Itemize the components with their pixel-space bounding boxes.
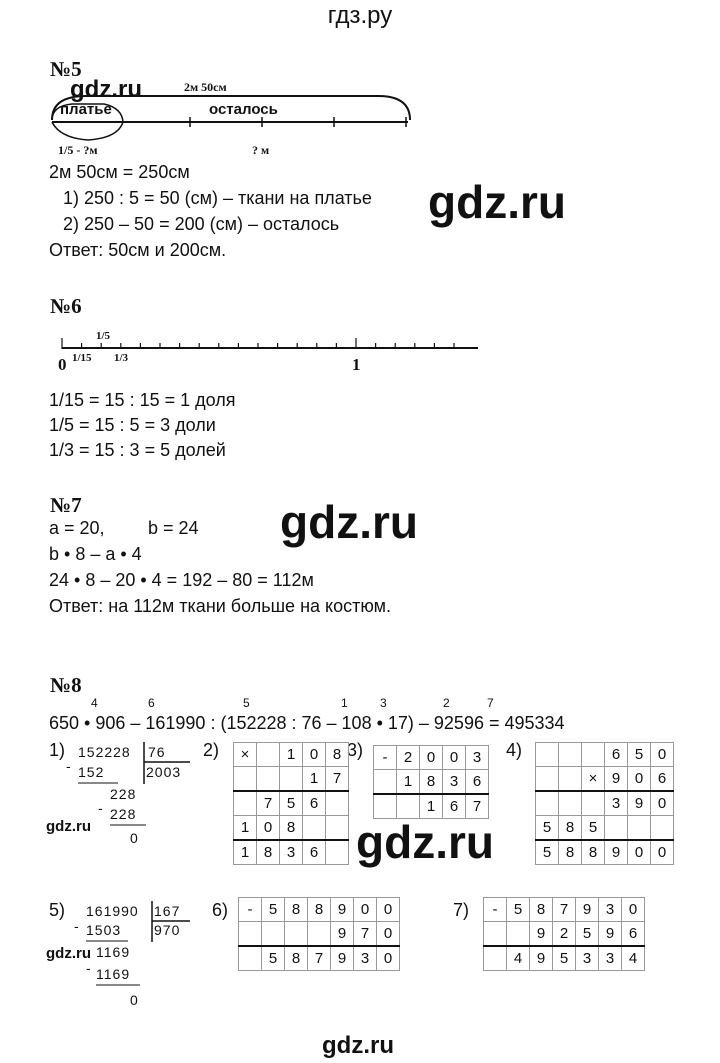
grid-cell xyxy=(507,922,530,947)
grid-cell: 6 xyxy=(622,922,645,947)
grid-cell xyxy=(582,791,605,816)
task7-b-value: b = 24 xyxy=(148,518,199,538)
task8-expression: 650 • 906 – 161990 : (152228 : 76 – 108 • 17) – 92596 = 495334 xyxy=(49,713,565,733)
task5-line: 1) 250 : 5 = 50 (см) – ткани на платье xyxy=(63,188,372,208)
grid-cell: 1 xyxy=(280,743,303,767)
div5-subtrahend: 1169 xyxy=(96,966,131,982)
task8-order-mark: 6 xyxy=(148,696,155,710)
grid-cell: 0 xyxy=(354,898,377,922)
grid-cell: 6 xyxy=(443,794,466,819)
grid-row xyxy=(239,922,400,947)
grid-row xyxy=(234,767,349,792)
grid-cell: 0 xyxy=(377,898,400,922)
task8-step-label: 6) xyxy=(212,900,229,920)
grid-cell: × xyxy=(582,767,605,792)
grid-cell xyxy=(326,840,349,865)
grid-cell: 3 xyxy=(280,840,303,865)
grid-cell: 0 xyxy=(377,922,400,947)
grid-cell xyxy=(484,922,507,947)
grid-cell: 8 xyxy=(559,840,582,865)
grid-cell: 0 xyxy=(377,946,400,971)
grid-cell: 1 xyxy=(303,767,326,792)
div1-dividend: 152228 xyxy=(78,744,131,760)
task5-line: 2м 50см = 250см xyxy=(49,162,190,182)
grid-cell: 9 xyxy=(605,840,628,865)
task8-order-mark: 4 xyxy=(91,696,98,710)
task5-remaining-label: осталось xyxy=(209,101,278,118)
grid-cell xyxy=(239,946,262,971)
grid-row xyxy=(234,816,349,841)
grid-cell xyxy=(257,743,280,767)
grid-cell xyxy=(303,816,326,841)
grid-cell: 7 xyxy=(326,767,349,792)
div5-remainder: 1169 xyxy=(96,944,131,960)
grid-cell: 8 xyxy=(285,898,308,922)
grid-row xyxy=(234,743,349,767)
grid-cell: 7 xyxy=(466,794,489,819)
grid-cell: 5 xyxy=(576,922,599,947)
grid-cell: × xyxy=(234,743,257,767)
grid-cell: 9 xyxy=(331,922,354,947)
task8-step-label: 4) xyxy=(506,740,523,760)
task8-order-mark: 7 xyxy=(487,696,494,710)
grid-cell: - xyxy=(374,746,397,770)
task5-remaining-question: ? м xyxy=(252,143,270,157)
watermark-large: gdz.ru xyxy=(428,176,566,228)
task6-fraction-1-5: 1/5 xyxy=(96,330,111,342)
task8-order-mark: 3 xyxy=(380,696,387,710)
grid-cell xyxy=(536,743,559,767)
grid-cell: 1 xyxy=(397,770,420,795)
task6-zero: 0 xyxy=(58,355,67,374)
div1-minus-sign: - xyxy=(66,758,72,774)
grid-cell: 5 xyxy=(536,840,559,865)
grid-cell: 9 xyxy=(599,922,622,947)
grid-cell: 1 xyxy=(234,840,257,865)
task7-number: №7 xyxy=(50,493,82,517)
div1-final-remainder: 0 xyxy=(130,830,139,846)
grid-row xyxy=(239,898,400,922)
watermark-small: gdz.ru xyxy=(46,945,91,962)
task6-line: 1/15 = 15 : 15 = 1 доля xyxy=(49,390,236,410)
grid-cell: 0 xyxy=(651,840,674,865)
grid-cell: 7 xyxy=(257,791,280,816)
grid-cell: 9 xyxy=(576,898,599,922)
grid-cell: 5 xyxy=(553,946,576,971)
grid-cell: 0 xyxy=(443,746,466,770)
sub3-grid xyxy=(373,745,489,819)
grid-cell: 3 xyxy=(443,770,466,795)
div1-divisor: 76 xyxy=(148,744,166,760)
div5-subtrahend: 1503 xyxy=(86,922,122,938)
task7-expression: b • 8 – a • 4 xyxy=(49,544,142,564)
grid-row xyxy=(374,770,489,795)
task8-number: №8 xyxy=(50,673,82,697)
watermark-small: gdz.ru xyxy=(70,76,142,103)
grid-cell: 0 xyxy=(257,816,280,841)
grid-cell: 7 xyxy=(308,946,331,971)
div5-divisor: 167 xyxy=(154,903,181,919)
grid-row xyxy=(484,922,645,947)
grid-cell: 5 xyxy=(262,946,285,971)
grid-cell: 7 xyxy=(553,898,576,922)
grid-cell xyxy=(257,767,280,792)
task8-order-mark: 5 xyxy=(243,696,250,710)
task7-a-value: a = 20, xyxy=(49,518,105,538)
grid-row xyxy=(536,840,674,865)
grid-cell xyxy=(559,767,582,792)
watermark-footer: gdz.ru xyxy=(322,1032,394,1059)
grid-row xyxy=(536,816,674,841)
watermark-small: gdz.ru xyxy=(46,818,91,835)
mul2-grid xyxy=(233,742,349,865)
grid-cell: 5 xyxy=(628,743,651,767)
grid-cell: 0 xyxy=(651,743,674,767)
task5-number: №5 xyxy=(50,57,82,81)
div1-subtrahend: 152 xyxy=(78,764,105,780)
task6-fraction-1-3: 1/3 xyxy=(114,352,129,364)
div5-minus-sign: - xyxy=(74,918,80,934)
sub7-grid xyxy=(483,897,645,971)
grid-cell xyxy=(326,791,349,816)
task6-fraction-1-15: 1/15 xyxy=(72,352,92,364)
grid-cell: 9 xyxy=(605,767,628,792)
watermark-large: gdz.ru xyxy=(356,816,494,868)
grid-cell: 7 xyxy=(354,922,377,947)
grid-row xyxy=(374,746,489,770)
grid-cell: 5 xyxy=(536,816,559,841)
grid-cell: 8 xyxy=(582,840,605,865)
grid-cell: 2 xyxy=(553,922,576,947)
grid-cell: 3 xyxy=(466,746,489,770)
task8-step-label: 7) xyxy=(453,900,470,920)
task7-answer: Ответ: на 112м ткани больше на костюм. xyxy=(49,596,392,616)
grid-cell: 0 xyxy=(420,746,443,770)
grid-cell: 3 xyxy=(599,898,622,922)
grid-cell xyxy=(326,816,349,841)
task6-one: 1 xyxy=(352,355,361,374)
grid-cell xyxy=(536,791,559,816)
grid-cell: 6 xyxy=(303,791,326,816)
grid-cell: 9 xyxy=(628,791,651,816)
div1-remainder: 228 xyxy=(110,786,137,802)
task5-line: 2) 250 – 50 = 200 (см) – осталось xyxy=(63,214,340,234)
grid-cell: - xyxy=(239,898,262,922)
grid-cell xyxy=(628,816,651,841)
mul4-grid xyxy=(535,742,674,865)
grid-cell xyxy=(582,743,605,767)
grid-cell: 8 xyxy=(308,898,331,922)
grid-cell: 9 xyxy=(530,946,553,971)
task6-line: 1/3 = 15 : 3 = 5 долей xyxy=(49,440,226,460)
grid-row xyxy=(484,898,645,922)
div5-minus-sign: - xyxy=(86,960,92,976)
grid-row xyxy=(536,791,674,816)
grid-cell: - xyxy=(484,898,507,922)
grid-cell: 2 xyxy=(397,746,420,770)
grid-cell: 8 xyxy=(559,816,582,841)
grid-cell xyxy=(308,922,331,947)
grid-cell: 8 xyxy=(530,898,553,922)
grid-cell: 6 xyxy=(466,770,489,795)
watermark-large: gdz.ru xyxy=(280,496,418,548)
grid-cell: 5 xyxy=(582,816,605,841)
grid-row xyxy=(234,840,349,865)
grid-cell: 6 xyxy=(605,743,628,767)
task5-dress-label: платье xyxy=(60,101,112,118)
task8-step-label: 2) xyxy=(203,740,220,760)
task8-step-label: 3) xyxy=(347,740,364,760)
grid-cell: 8 xyxy=(280,816,303,841)
task8-order-mark: 2 xyxy=(443,696,450,710)
grid-cell: 5 xyxy=(280,791,303,816)
grid-row xyxy=(234,791,349,816)
grid-cell: 6 xyxy=(303,840,326,865)
div1-quotient: 2003 xyxy=(146,764,182,780)
grid-cell xyxy=(374,770,397,795)
grid-cell: 3 xyxy=(576,946,599,971)
task5-total-label: 2м 50см xyxy=(184,80,227,94)
div1-subtrahend: 228 xyxy=(110,806,137,822)
sub6-grid xyxy=(238,897,400,971)
grid-row xyxy=(239,946,400,971)
grid-cell: 8 xyxy=(420,770,443,795)
grid-cell xyxy=(605,816,628,841)
grid-cell: 3 xyxy=(599,946,622,971)
grid-cell: 5 xyxy=(262,898,285,922)
task8-step-label: 5) xyxy=(49,900,66,920)
grid-cell xyxy=(559,743,582,767)
grid-cell: 5 xyxy=(507,898,530,922)
grid-cell: 3 xyxy=(354,946,377,971)
grid-cell xyxy=(280,767,303,792)
div5-quotient: 970 xyxy=(154,922,181,938)
grid-cell xyxy=(234,767,257,792)
grid-cell xyxy=(651,816,674,841)
grid-cell xyxy=(234,791,257,816)
grid-cell: 1 xyxy=(420,794,443,819)
div5-final-remainder: 0 xyxy=(130,992,139,1008)
grid-cell xyxy=(285,922,308,947)
task8-step-label: 1) xyxy=(49,740,66,760)
grid-cell: 0 xyxy=(628,840,651,865)
grid-cell: 9 xyxy=(530,922,553,947)
task8-order-mark: 1 xyxy=(341,696,348,710)
grid-cell xyxy=(536,767,559,792)
grid-row xyxy=(484,946,645,971)
grid-cell: 1 xyxy=(234,816,257,841)
task6-number: №6 xyxy=(50,294,82,318)
grid-cell: 9 xyxy=(331,898,354,922)
site-header: гдз.ру xyxy=(327,2,393,29)
grid-cell xyxy=(262,922,285,947)
task6-line: 1/5 = 15 : 5 = 3 доли xyxy=(49,415,216,435)
grid-cell: 3 xyxy=(605,791,628,816)
grid-cell xyxy=(239,922,262,947)
grid-cell: 8 xyxy=(326,743,349,767)
grid-cell: 9 xyxy=(331,946,354,971)
grid-cell: 0 xyxy=(628,767,651,792)
div1-minus-sign: - xyxy=(98,800,104,816)
grid-cell: 8 xyxy=(257,840,280,865)
div5-dividend: 161990 xyxy=(86,903,139,919)
grid-cell: 8 xyxy=(285,946,308,971)
grid-cell xyxy=(559,791,582,816)
grid-cell: 4 xyxy=(622,946,645,971)
grid-cell: 0 xyxy=(622,898,645,922)
grid-cell: 4 xyxy=(507,946,530,971)
grid-cell: 0 xyxy=(651,791,674,816)
grid-cell xyxy=(484,946,507,971)
grid-row xyxy=(536,743,674,767)
task5-dress-question: 1/5 - ?м xyxy=(58,143,98,157)
grid-cell: 6 xyxy=(651,767,674,792)
grid-row xyxy=(536,767,674,792)
task7-calculation: 24 • 8 – 20 • 4 = 192 – 80 = 112м xyxy=(49,570,314,590)
grid-cell: 0 xyxy=(303,743,326,767)
task5-answer: Ответ: 50см и 200см. xyxy=(49,240,227,260)
